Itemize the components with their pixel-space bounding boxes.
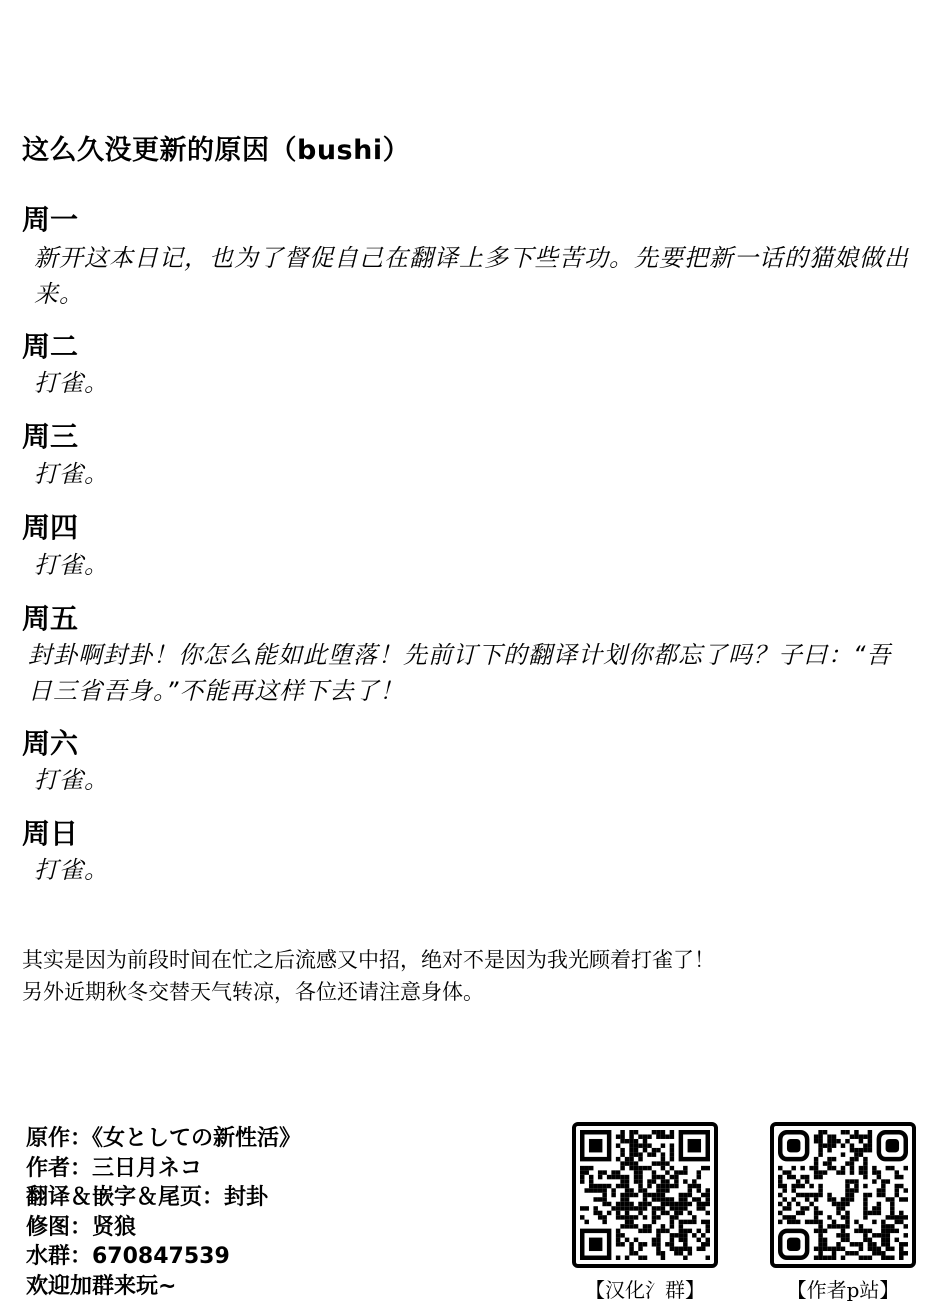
page-title: 这么久没更新的原因（bushi） — [22, 135, 411, 166]
credit-group: 水群：670847539 — [26, 1244, 230, 1269]
day-wednesday: 周三 — [22, 420, 79, 453]
day-monday: 周一 — [22, 203, 79, 236]
credit-translation: 翻译＆嵌字＆尾页：封卦 — [26, 1185, 269, 1210]
qr-group-block — [572, 1122, 718, 1303]
entry-wednesday: 打雀。 — [34, 460, 109, 488]
day-saturday: 周六 — [22, 727, 79, 760]
entry-tuesday: 打雀。 — [34, 369, 109, 397]
day-tuesday: 周二 — [22, 330, 79, 363]
credit-original: 原作：《女としての新性活》 — [26, 1126, 302, 1151]
qr-code-with-dinosaur-icon[interactable] — [770, 1122, 916, 1268]
explanation-note — [22, 944, 715, 1008]
entry-friday: 封卦啊封卦！你怎么能如此堕落！先前订下的翻译计划你都忘了吗？子曰：“吾日三省吾身。”不能再这样下去了！ — [28, 641, 892, 705]
entry-monday: 新开这本日记，也为了督促自己在翻译上多下些苦功。先要把新一话的猫娘做出来。 — [34, 244, 909, 308]
entry-sunday: 打雀。 — [34, 856, 109, 884]
credit-welcome: 欢迎加群来玩~ — [26, 1273, 177, 1299]
qr-code-icon[interactable] — [572, 1122, 718, 1268]
note-line-1: 其实是因为前段时间在忙之后流感又中招，绝对不是因为我光顾着打雀了！ — [22, 948, 715, 972]
entry-thursday: 打雀。 — [34, 551, 109, 579]
day-thursday: 周四 — [22, 511, 79, 544]
credit-cleaning: 修图：贤狼 — [26, 1214, 137, 1240]
day-friday: 周五 — [22, 602, 79, 635]
credit-author: 作者：三日月ネコ — [26, 1155, 203, 1181]
qr-group-caption: 【汉化氵群】 — [585, 1278, 705, 1302]
entry-saturday: 打雀。 — [34, 766, 109, 794]
qr-author-block — [770, 1122, 916, 1303]
day-sunday: 周日 — [22, 817, 79, 850]
note-line-2: 另外近期秋冬交替天气转凉，各位还请注意身体。 — [22, 980, 484, 1004]
credits-block — [26, 1124, 301, 1301]
qr-author-caption: 【作者p站】 — [786, 1278, 900, 1302]
